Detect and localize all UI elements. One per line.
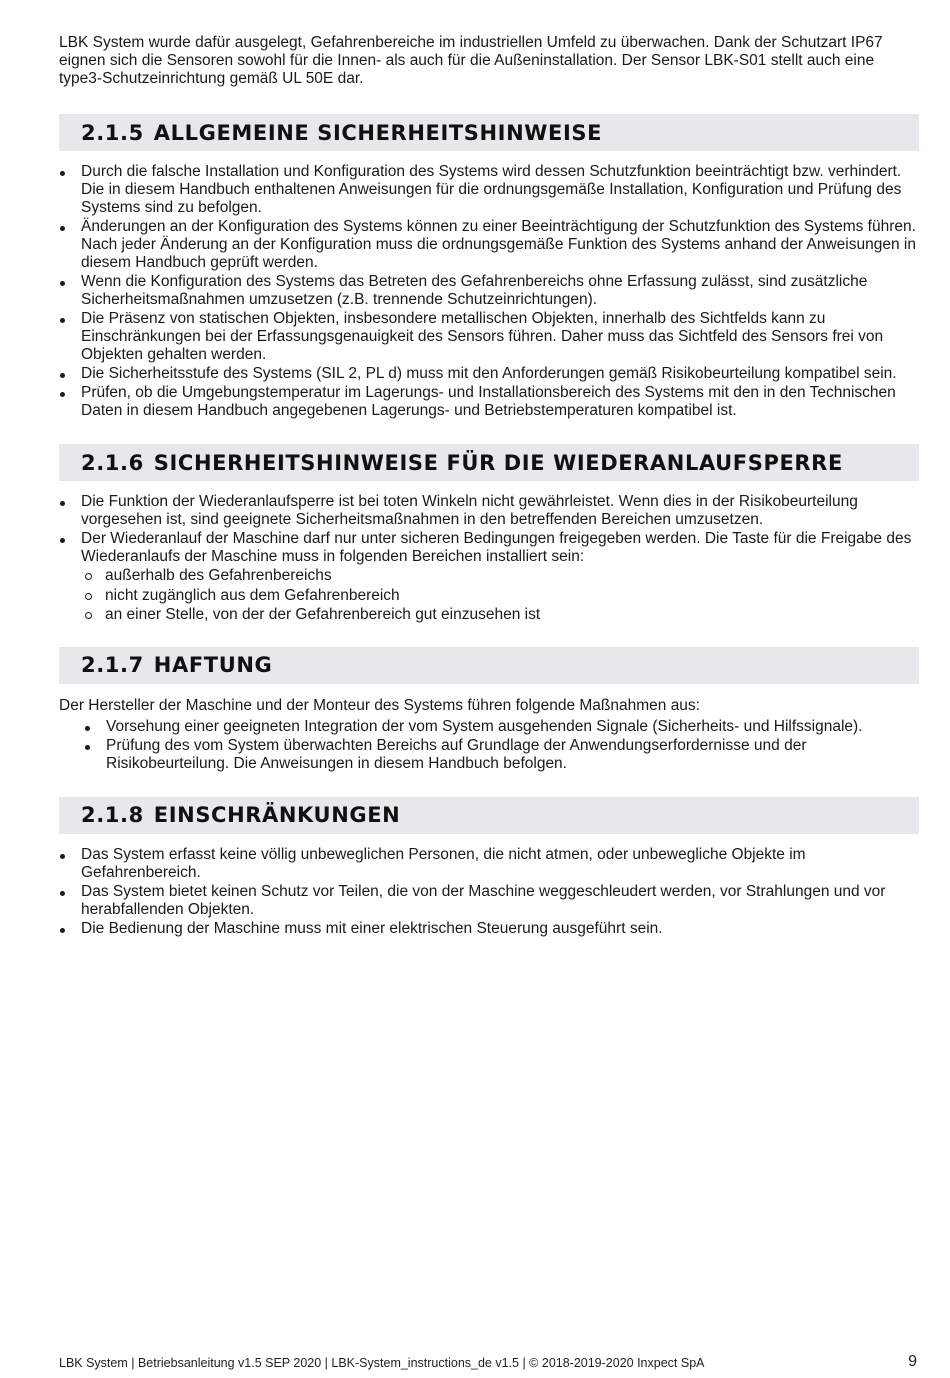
- document-page: [59, 34, 919, 939]
- hollow-bullet-icon: [85, 593, 92, 600]
- list-item: Die Sicherheitsstufe des Systems (SIL 2, PL d) muss mit den Anforderungen gemäß Risikobeurteilung kompatibel sein.: [59, 365, 919, 383]
- intro-paragraph: LBK System wurde dafür ausgelegt, Gefahrenbereiche im industriellen Umfeld zu überwachen. Dank der Schutzart IP67 eignen sich die Sensoren sowohl für die Innen- als auch für die Außeninstallation. Der Sensor LBK-S01 stellt auch eine type3-Schutzeinrichtung gemäß UL 50E dar.: [59, 34, 883, 87]
- bullet-icon: [85, 726, 90, 731]
- section-number: 2.1.6: [81, 450, 144, 475]
- page-footer: LBK System | Betriebsanleitung v1.5 SEP 2020 | LBK-System_instructions_de v1.5 | © 2018-2019-2020 Inxpect SpA: [59, 1356, 705, 1370]
- section-number: 2.1.7: [81, 653, 144, 677]
- sub-list: [81, 566, 919, 625]
- section-number: 2.1.5: [81, 120, 144, 145]
- bullet-icon: [60, 501, 65, 506]
- bullet-icon: [60, 318, 65, 323]
- list-item: Vorsehung einer geeigneten Integration der vom System ausgehenden Signale (Sicherheits- und Hilfssignale).: [59, 718, 919, 736]
- section-title: SICHERHEITSHINWEISE FÜR DIE WIEDERANLAUFSPERRE: [153, 450, 843, 475]
- section-heading-2-1-7: [59, 647, 919, 684]
- bullet-icon: [60, 928, 65, 933]
- list-item: Änderungen an der Konfiguration des Systems können zu einer Beeinträchtigung der Schutzfunktion des Systems führen. Nach jeder Änderung an der Konfiguration muss die ordnungsgemäße Funktion des Systems anhand der Anweisungen in diesem Handbuch geprüft werden.: [59, 218, 919, 272]
- section-heading-2-1-8: [59, 797, 919, 834]
- list-item: Die Funktion der Wiederanlaufsperre ist bei toten Winkeln nicht gewährleistet. Wenn dies in der Risikobeurteilung vorgesehen ist, sind geeignete Sicherheitsmaßnahmen in den betreffenden Bereichen umzusetzen.: [59, 493, 919, 529]
- list-item: Das System erfasst keine völlig unbeweglichen Personen, die nicht atmen, oder unbewegliche Objekte im Gefahrenbereich.: [59, 846, 919, 882]
- hollow-bullet-icon: [85, 612, 92, 619]
- page-number: 9: [908, 1353, 917, 1370]
- bullet-icon: [60, 854, 65, 859]
- list-item: Durch die falsche Installation und Konfiguration des Systems wird dessen Schutzfunktion beeinträchtigt bzw. verhindert. Die in diesem Handbuch enthaltenen Anweisungen für die ordnungsgemäße Installation, Konfiguration und Prüfung des Systems sind zu befolgen.: [59, 163, 919, 217]
- list-item: Prüfung des vom System überwachten Bereichs auf Grundlage der Anwendungserfordernisse und der Risikobeurteilung. Die Anweisungen in diesem Handbuch befolgen.: [59, 737, 919, 773]
- list-item: Die Präsenz von statischen Objekten, insbesondere metallischen Objekten, innerhalb des Sichtfelds kann zu Einschränkungen bei der Erfassungsgenauigkeit des Sensors führen. Daher muss das Sichtfeld des Sensors frei von Objekten gehalten werden.: [59, 310, 919, 364]
- bullet-icon: [85, 745, 90, 750]
- haftung-intro: Der Hersteller der Maschine und der Monteur des Systems führen folgende Maßnahmen aus:: [59, 696, 700, 714]
- bullet-list-2-1-8: [59, 846, 919, 938]
- list-item: Der Wiederanlauf der Maschine darf nur unter sicheren Bedingungen freigegeben werden. Die Taste für die Freigabe des Wiederanlaufs der Maschine muss in folgenden Bereichen installiert sein: außerhalb des Gefahrenbereichs nicht zugänglich aus dem Gefahrenbereich an einer Stelle, von der der Gefahrenbereich gut einzusehen ist: [59, 530, 919, 625]
- bullet-icon: [60, 373, 65, 378]
- bullet-icon: [60, 281, 65, 286]
- section-title: HAFTUNG: [153, 653, 273, 677]
- list-item: Wenn die Konfiguration des Systems das Betreten des Gefahrenbereichs ohne Erfassung zulässt, sind zusätzliche Sicherheitsmaßnahmen umzusetzen (z.B. trennende Schutzeinrichtungen).: [59, 273, 919, 309]
- bullet-list-2-1-7: [59, 718, 919, 773]
- sub-list-item: an einer Stelle, von der der Gefahrenbereich gut einzusehen ist: [81, 605, 919, 625]
- hollow-bullet-icon: [85, 573, 92, 580]
- section-heading-2-1-5: [59, 114, 919, 151]
- section-title: ALLGEMEINE SICHERHEITSHINWEISE: [153, 120, 603, 145]
- bullet-list-2-1-6: [59, 493, 919, 625]
- list-item: Das System bietet keinen Schutz vor Teilen, die von der Maschine weggeschleudert werden, vor Strahlungen und vor herabfallenden Objekten.: [59, 883, 919, 919]
- section-heading-2-1-6: [59, 444, 919, 481]
- bullet-list-2-1-5: [59, 163, 919, 420]
- bullet-icon: [60, 392, 65, 397]
- section-number: 2.1.8: [81, 803, 144, 827]
- bullet-icon: [60, 226, 65, 231]
- sub-list-item: außerhalb des Gefahrenbereichs: [81, 566, 919, 586]
- list-item: Die Bedienung der Maschine muss mit einer elektrischen Steuerung ausgeführt sein.: [59, 920, 919, 938]
- bullet-icon: [60, 891, 65, 896]
- list-item: Prüfen, ob die Umgebungstemperatur im Lagerungs- und Installationsbereich des Systems mit den in den Technischen Daten in diesem Handbuch angegebenen Lagerungs- und Betriebstemperaturen kompatibel ist.: [59, 384, 919, 420]
- sub-list-item: nicht zugänglich aus dem Gefahrenbereich: [81, 586, 919, 606]
- bullet-icon: [60, 171, 65, 176]
- bullet-icon: [60, 538, 65, 543]
- section-title: EINSCHRÄNKUNGEN: [153, 803, 401, 827]
